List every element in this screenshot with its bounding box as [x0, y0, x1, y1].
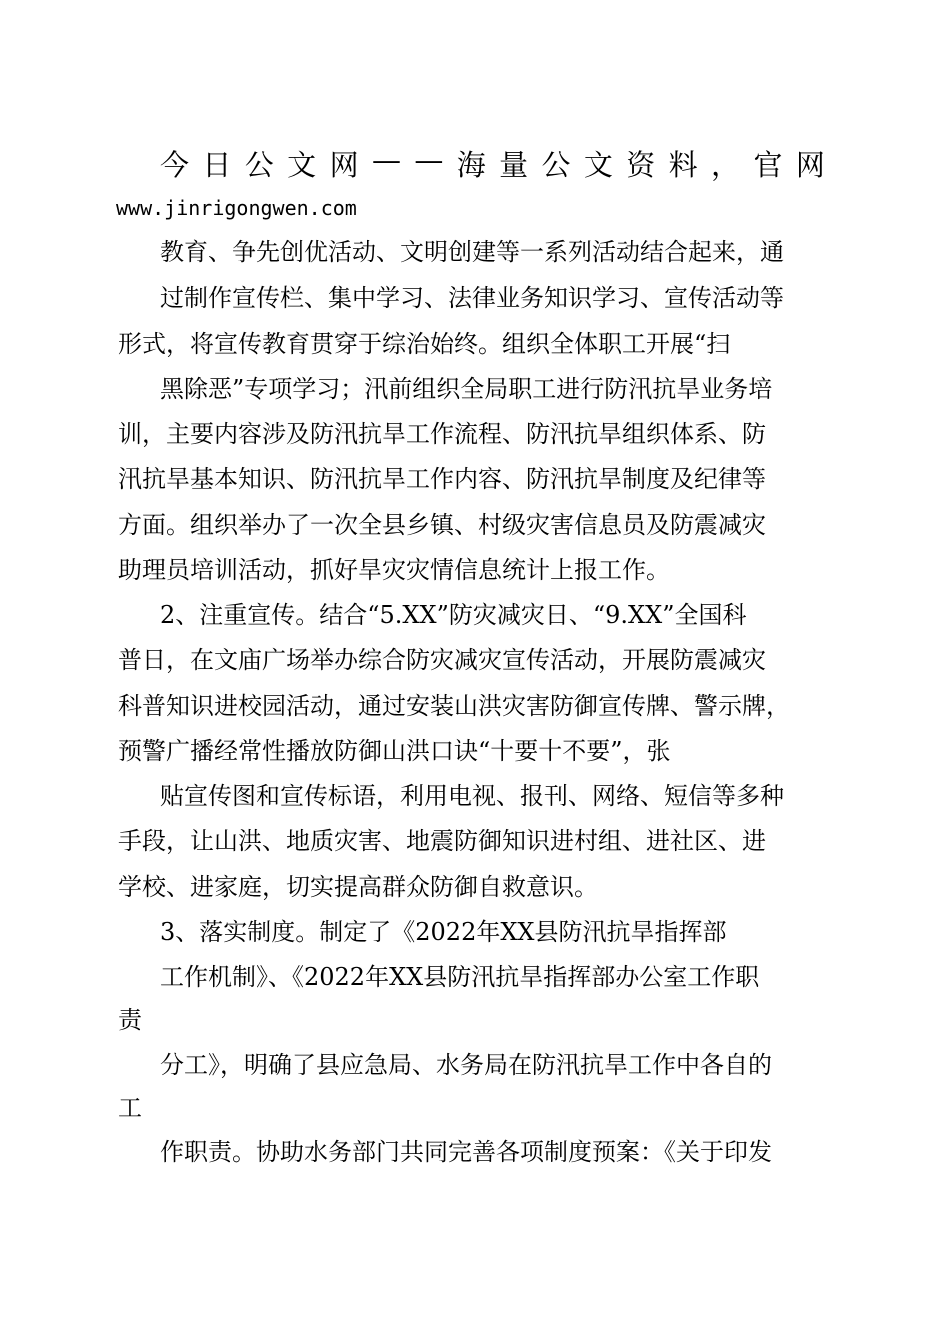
banner-char: 海 — [456, 148, 486, 182]
banner-char: 文 — [287, 148, 317, 182]
body-line: 教育、争先创优活动、文明创建等一系列活动结合起来，通 — [160, 238, 784, 266]
body-line: 预警广播经常性播放防御山洪口诀“十要十不要”，张 — [118, 737, 671, 765]
body-line: 作职责。协助水务部门共同完善各项制度预案：《关于印发 — [160, 1138, 772, 1166]
banner-char: 今 — [160, 148, 190, 182]
body-line: 训，主要内容涉及防汛抗旱工作流程、防汛抗旱组织体系、防 — [118, 420, 766, 448]
body-line: 贴宣传图和宣传标语，利用电视、报刊、网络、短信等多种 — [160, 782, 784, 810]
body-line: 形式，将宣传教育贯穿于综治始终。组织全体职工开展“扫 — [118, 330, 731, 358]
banner-char: 网 — [329, 148, 359, 182]
body-line: 学校、进家庭，切实提高群众防御自救意识。 — [118, 873, 598, 901]
body-line: 分工》，明确了县应急局、水务局在防汛抗旱工作中各自的 — [160, 1051, 772, 1079]
banner-char: — — [371, 143, 401, 177]
body-line: 3、落实制度。制定了《2022年XX县防汛抗旱指挥部 — [160, 918, 727, 946]
site-banner — [160, 143, 825, 184]
banner-char: 网 — [795, 148, 825, 182]
site-url: www.jinrigongwen.com — [116, 196, 357, 220]
banner-char: — — [414, 143, 444, 177]
banner-char: 官 — [753, 148, 783, 182]
body-line: 普日，在文庙广场举办综合防灾减灾宣传活动，开展防震减灾 — [118, 646, 766, 674]
banner-char: 日 — [202, 148, 232, 182]
body-line: 汛抗旱基本知识、防汛抗旱工作内容、防汛抗旱制度及纪律等 — [118, 465, 766, 493]
banner-char: 量 — [499, 148, 529, 182]
banner-char: 文 — [583, 148, 613, 182]
banner-char: 公 — [244, 148, 274, 182]
banner-char: ， — [711, 148, 741, 182]
body-line: 科普知识进校园活动，通过安装山洪灾害防御宣传牌、警示牌， — [118, 692, 790, 720]
body-line: 方面。组织举办了一次全县乡镇、村级灾害信息员及防震减灾 — [118, 511, 766, 539]
body-line: 工 — [118, 1094, 142, 1122]
banner-char: 资 — [626, 148, 656, 182]
body-line: 黑除恶”专项学习；汛前组织全局职工进行防汛抗旱业务培 — [160, 375, 773, 403]
body-line: 2、注重宣传。结合“5.XX”防灾减灾日、“9.XX”全国科 — [160, 601, 747, 629]
banner-char: 料 — [668, 148, 698, 182]
body-line: 责 — [118, 1006, 142, 1034]
body-line: 工作机制》、《2022年XX县防汛抗旱指挥部办公室工作职 — [160, 963, 760, 991]
body-line: 过制作宣传栏、集中学习、法律业务知识学习、宣传活动等 — [160, 284, 784, 312]
body-line: 助理员培训活动，抓好旱灾灾情信息统计上报工作。 — [118, 556, 670, 584]
banner-char: 公 — [541, 148, 571, 182]
body-line: 手段，让山洪、地质灾害、地震防御知识进村组、进社区、进 — [118, 827, 766, 855]
